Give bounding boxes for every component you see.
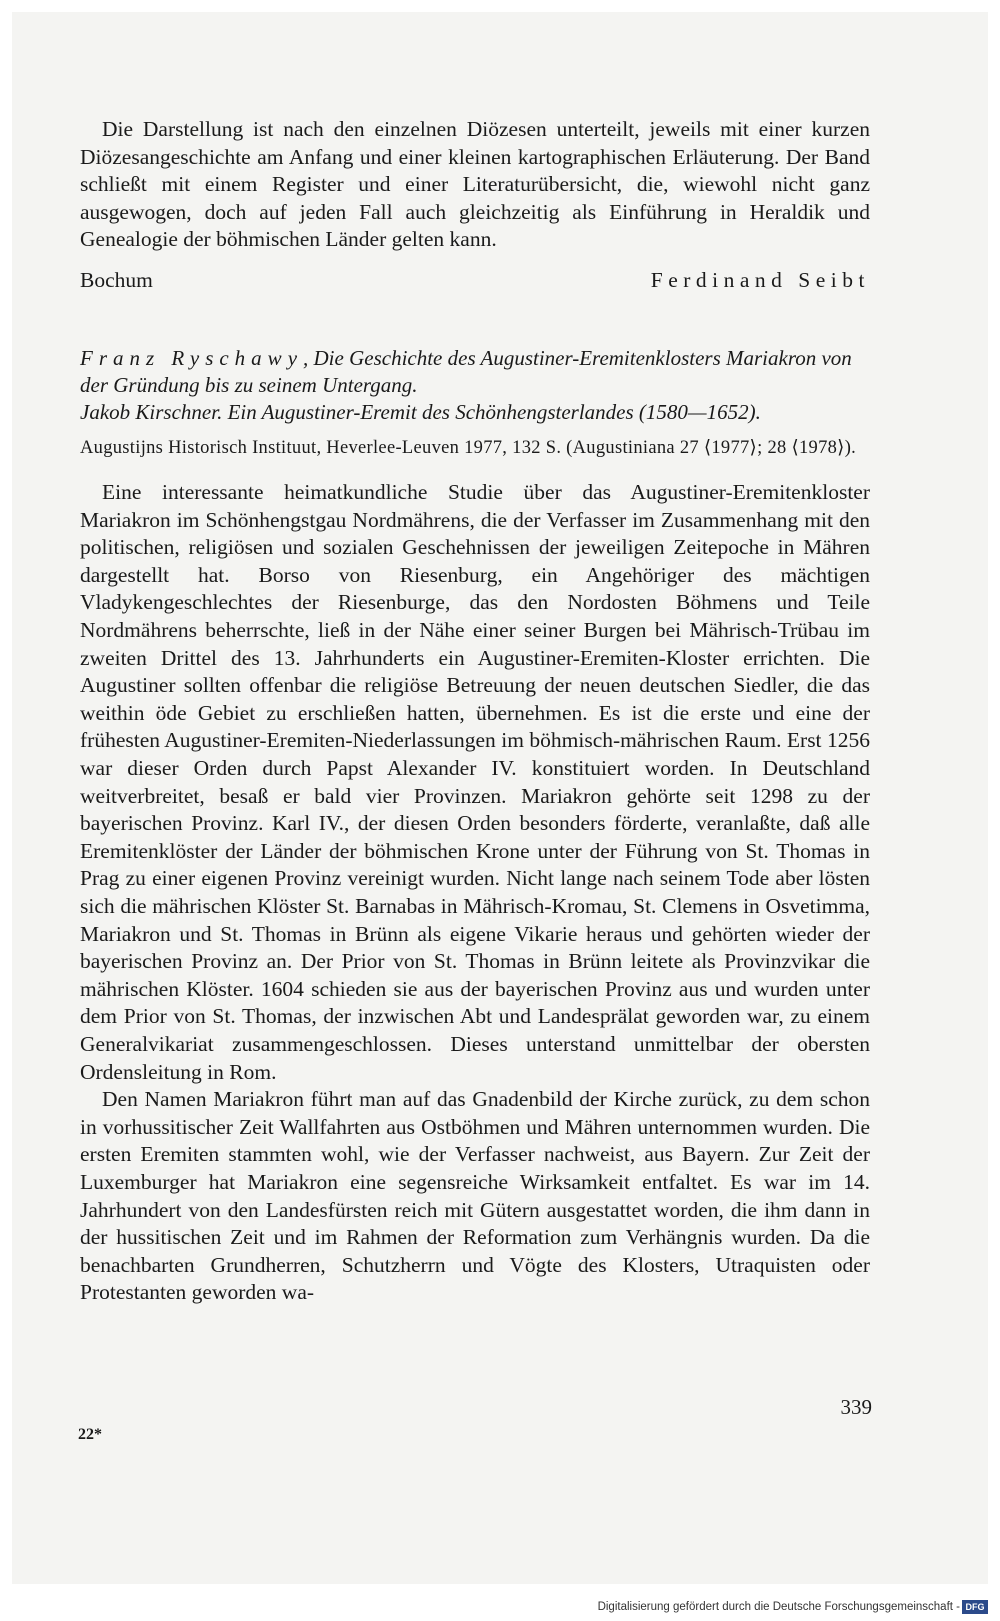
publication-info: Augustijns Historisch Instituut, Heverlee-Leuven 1977, 132 S. (Augustiniana 27 ⟨1977⟩; 28 ⟨1978⟩). (80, 437, 857, 458)
digitization-credit: Digitalisierung gefördert durch die Deutsche Forschungsgemeinschaft - (597, 1601, 960, 1613)
digitization-footer (0, 1584, 1000, 1621)
intro-paragraph: Die Darstellung ist nach den einzelnen Diözesen unterteilt, jeweils mit einer kurzen Diözesangeschichte am Anfang und einer kleinen kartographischen Erläuterung. Der Band schließt mit einem Register und einer Literaturübersicht, die, wiewohl nicht ganz ausgewogen, doch auf jeden Fall auch gleichzeitig als Einführung in Heraldik und Genealogie der böhmischen Länder gelten kann. (80, 117, 870, 252)
reviewer-place: Bochum (80, 267, 153, 292)
signature-mark: 22* (78, 1426, 102, 1443)
text-column (80, 116, 870, 1307)
review-paragraph: Eine interessante heimatkundliche Studie über das Augustiner-Eremitenkloster Mariakron im Schönhengstgau Nordmährens, die der Verfasser im Zusammenhang mit den politischen, religiösen und sozialen Geschehnissen der jeweiligen Zeitepoche in Mähren dargestellt hat. Borso von Riesenburg, ein Angehöriger des mächtigen Vladykengeschlechtes der Riesenburge, das den Nordosten Böhmens und Teile Nordmährens beherrschte, ließ in der Nähe einer seiner Burgen bei Mährisch-Trübau im zweiten Drittel des 13. Jahrhunderts ein Augustiner-Eremiten-Kloster errichten. Die Augustiner sollten offenbar die religiöse Betreuung der neuen deutschen Siedler, die das weithin öde Gebiet zu erschließen hatten, übernehmen. Es ist die erste und eine der frühesten Augustiner-Eremiten-Niederlassungen im böhmisch-mährischen Raum. Erst 1256 war dieser Orden durch Papst Alexander IV. konstituiert worden. In Deutschland weitverbreitet, besaß er bald vier Provinzen. Mariakron gehörte seit 1298 zu der bayerischen Provinz. Karl IV., der diesen Orden besonders förderte, veranlaßte, daß alle Eremitenklöster der Länder der böhmischen Krone unter der Führung von St. Thomas in Prag zu einer eigenen Provinz vereinigt wurden. Nicht lange nach seinem Tode aber lösten sich die mährischen Klöster St. Barnabas in Mährisch-Kromau, St. Clemens in Osvetimma, Mariakron und St. Thomas in Brünn als eigene Vikarie heraus und gehörten wieder der bayerischen Provinz an. Der Prior von St. Thomas in Brünn leitete als Provinzvikar die mährischen Klöster. 1604 schieden sie aus der bayerischen Provinz aus und wurden unter dem Prior von St. Thomas, der inzwischen Abt und Landesprälat geworden war, zu einem Generalvikariat zusammengeschlossen. Dieses unterstand unmittelbar der obersten Ordensleitung in Rom. (80, 480, 870, 1084)
dfg-logo: DFG (962, 1600, 988, 1614)
review-title-line (80, 345, 870, 399)
document-page (12, 12, 988, 1584)
review-title: , Die Geschichte des Augustiner-Eremitenklosters Mariakron von der Gründung bis zu seinem Untergang. (80, 345, 852, 397)
review-heading (80, 345, 870, 426)
review-body (80, 479, 870, 1307)
review-author: Franz Ryschawy (80, 345, 304, 370)
reviewer-signature (80, 267, 870, 295)
reviewer-name: Ferdinand Seibt (650, 267, 870, 292)
review-paragraph: Den Namen Mariakron führt man auf das Gnadenbild der Kirche zurück, zu dem schon in vorhussitischer Zeit Wallfahrten aus Ostböhmen und Mähren unternommen wurden. Die ersten Eremiten stammten wohl, wie der Verfasser nachweist, aus Bayern. Zur Zeit der Luxemburger hat Mariakron eine segensreiche Wirksamkeit entfaltet. Es war im 14. Jahrhundert von den Landesfürsten reich mit Gütern ausgestattet worden, die ihm dann in der hussitischen Zeit und im Rahmen der Reformation zum Verhängnis wurden. Da die benachbarten Grundherren, Schutzherrn und Vögte des Klosters, Utraquisten oder Protestanten geworden wa- (80, 1087, 870, 1305)
review-second-title: Jakob Kirschner. Ein Augustiner-Eremit des Schönhengsterlandes (1580—1652). (80, 399, 761, 424)
page-number: 339 (840, 1395, 872, 1419)
